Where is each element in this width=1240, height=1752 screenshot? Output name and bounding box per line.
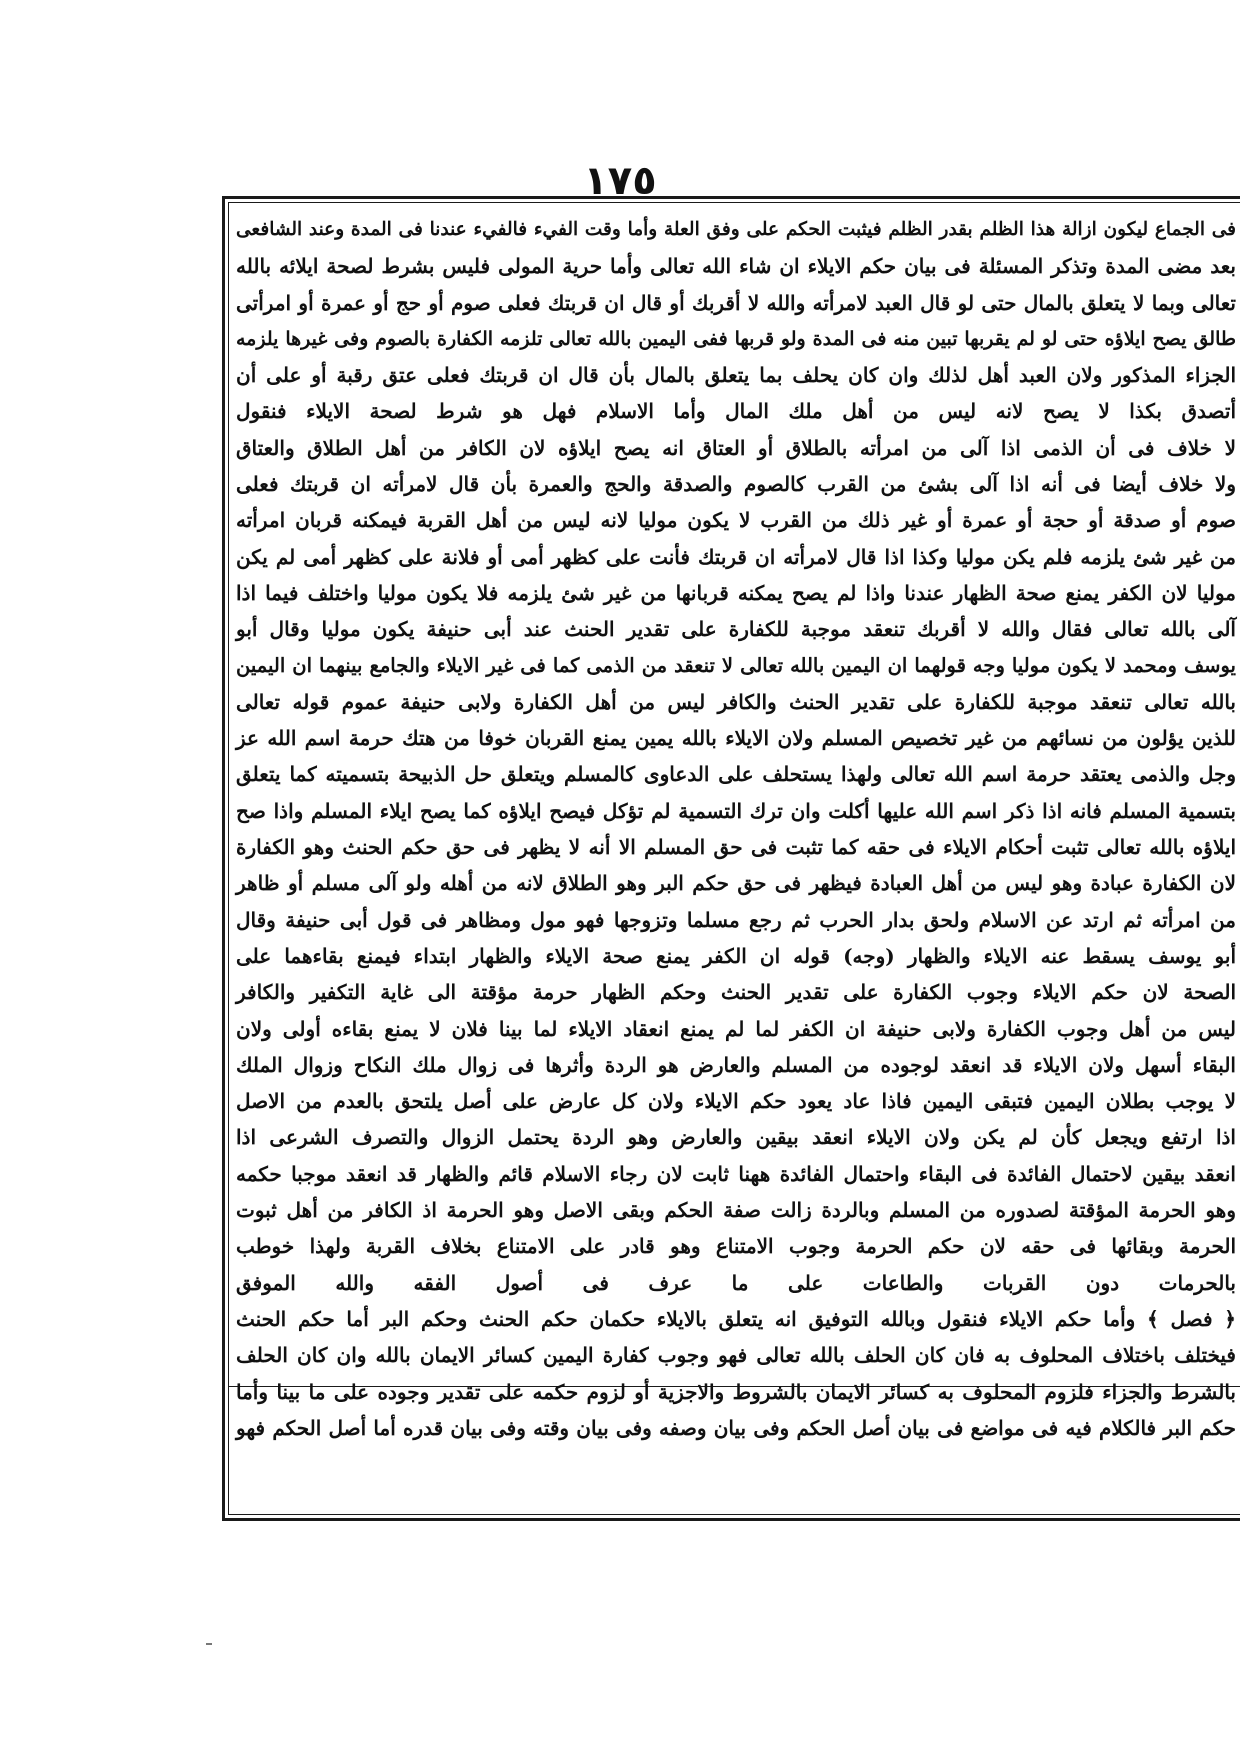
text-line: يوسف ومحمد لا يكون موليا وجه قولهما ان اليمين بالله تعالى لا تنعقد من الذمى كما فى غير الايلاء والجامع بينهما ان اليمين xyxy=(236,653,1236,677)
scan-speck xyxy=(206,1643,212,1645)
text-line: أبو يوسف يسقط عنه الايلاء والظهار (وجه) قوله ان الكفر يمنع صحة الايلاء والظهار ابتداء فيمنع بقاءهما على xyxy=(236,943,1236,968)
text-line: من غير شئ يلزمه فلم يكن موليا وكذا اذا قال لامرأته ان قربتك فأنت على كظهر أمى أو فلانة على كظهر أمى لم يكن xyxy=(236,544,1236,569)
text-line: فيختلف باختلاف المحلوف به فان كان الحلف بالله تعالى فهو وجوب كفارة اليمين كسائر الايمان بالله وان كان الحلف xyxy=(236,1343,1236,1368)
page-number: ١٧٥ xyxy=(583,158,657,204)
text-line: الحرمة وبقائها فى حقه لان حكم الحرمة وجوب الامتناع وهو قادر على الامتناع بخلاف القربة ولهذا خوطب xyxy=(236,1234,1236,1259)
text-line: ليس من أهل وجوب الكفارة ولابى حنيفة ان الكفر لما لم يمنع انعقاد الايلاء لما بينا فلان لا يمنع بقاءه أولى ولان xyxy=(236,1016,1236,1041)
text-line: طالق يصح ايلاؤه حتى لو لم يقربها تبين منه فى المدة ولو قربها ففى اليمين بالله تعالى تلزمه الكفارة بالصوم وفى غيرها يلزمه xyxy=(236,327,1236,350)
text-line: ايلاؤه بالله تعالى تثبت أحكام الايلاء فى حقه كما تثبت فى حق المسلم الا أنه لا يظهر فى حق حكم الحنث وهو الكفارة xyxy=(236,835,1236,860)
text-line: بتسمية المسلم فانه اذا ذكر اسم الله عليها أكلت وان ترك التسمية لم تؤكل فيصح ايلاؤه كما يصح ايلاء المسلم واذا صح xyxy=(236,798,1236,823)
text-line: الصحة لان حكم الايلاء وجوب الكفارة على تقدير الحنث وحكم الظهار حرمة مؤقتة الى غاية التكفير والكافر xyxy=(236,980,1236,1005)
text-line: آلى بالله تعالى فقال والله لا أقربك تنعقد موجبة للكفارة على تقدير الحنث عند أبى حنيفة يكون موليا وقال أبو xyxy=(236,617,1236,642)
text-line: بعد مضى المدة وتذكر المسئلة فى بيان حكم الايلاء ان شاء الله تعالى وأما حرية المولى فليس بشرط لصحة ايلائه بالله xyxy=(236,254,1236,279)
text-line: صوم أو صدقة أو حجة أو عمرة أو غير ذلك من القرب لا يكون موليا لانه ليس من أهل القربة فيمكنه قربان امرأته xyxy=(236,508,1236,533)
text-line: تعالى وبما لا يتعلق بالمال حتى لو قال العبد لامرأته والله لا أقربك أو قال ان قربتك فعلى صوم أو حج أو عمرة أو امرأتى xyxy=(236,290,1236,315)
text-line: أتصدق بكذا لا يصح لانه ليس من أهل ملك المال وأما الاسلام فهل هو شرط لصحة الايلاء فنقول xyxy=(236,399,1236,424)
text-line: الجزاء المذكور ولان العبد أهل لذلك وان كان يحلف بما يتعلق بالمال بأن قال ان قربتك فعلى عتق رقبة أو على أن xyxy=(236,363,1236,388)
text-line: وجل والذمى يعتقد حرمة اسم الله تعالى ولهذا يستحلف على الدعاوى كالمسلم ويتعلق حل الذبيحة بتسميته كما يتعلق xyxy=(236,762,1236,787)
text-line: بالحرمات دون القربات والطاعات على ما عرف فى أصول الفقه والله الموفق xyxy=(236,1270,1236,1295)
text-line: اذا ارتفع ويجعل كأن لم يكن ولان الايلاء انعقد بيقين والعارض وهو الردة يحتمل الزوال والتصرف الشرعى اذا xyxy=(236,1125,1236,1150)
text-line: بالشرط والجزاء فلزوم المحلوف به كسائر الايمان بالشروط والاجزية أو لزوم حكمه على تقدير وجوده على ما بينا وأما xyxy=(236,1379,1236,1404)
text-line: لان الكفارة عبادة وهو ليس من أهل العبادة فيظهر فى حق حكم البر وهو الطلاق لانه من أهله ولو آلى مسلم أو ظاهر xyxy=(236,871,1236,896)
text-line: بالله تعالى تنعقد موجبة للكفارة على تقدير الحنث والكافر ليس من أهل الكفارة ولابى حنيفة عموم قوله تعالى xyxy=(236,689,1236,714)
text-line: البقاء أسهل ولان الايلاء قد انعقد لوجوده من المسلم والعارض هو الردة وأثرها فى زوال ملك النكاح وزوال الملك xyxy=(236,1052,1236,1077)
text-line: موليا لان الكفر يمنع صحة الظهار عندنا واذا لم يصح يمكنه قربانها من غير شئ يلزمه فلا يكون موليا واختلف فيما اذا xyxy=(236,580,1236,605)
text-block xyxy=(232,212,1240,1508)
text-line: فى الجماع ليكون ازالة هذا الظلم بقدر الظلم فيثبت الحكم على وفق العلة وأما وقت الفيء فالفيء عندنا فى المدة وعند الشافعى xyxy=(236,219,1236,240)
text-line: حكم البر فالكلام فيه فى مواضع فى بيان أصل الحكم وفى بيان وصفه وفى بيان وقته وفى بيان قدره أما أصل الحكم فهو xyxy=(236,1415,1236,1440)
text-line: من امرأته ثم ارتد عن الاسلام ولحق بدار الحرب ثم رجع مسلما وتزوجها فهو مول ومظاهر فى قول أبى حنيفة وقال xyxy=(236,907,1236,932)
text-line: لا خلاف فى أن الذمى اذا آلى من امرأته بالطلاق أو العتاق انه يصح ايلاؤه لان الكافر من أهل الطلاق والعتاق xyxy=(236,435,1236,460)
text-line: ولا خلاف أيضا فى أنه اذا آلى بشئ من القرب كالصوم والصدقة والحج والعمرة بأن قال لامرأته ان قربتك فعلى xyxy=(236,472,1236,497)
text-line: للذين يؤلون من نسائهم من غير تخصيص المسلم ولان الايلاء بالله يمين يمنع القربان خوفا من هتك حرمة اسم الله عز xyxy=(236,726,1236,751)
section-heading-line: ﴿ فصل ﴾ وأما حكم الايلاء فنقول وبالله التوفيق انه يتعلق بالايلاء حكمان حكم الحنث وحكم البر أما حكم الحنث xyxy=(236,1306,1236,1331)
text-line: لا يوجب بطلان اليمين فتبقى اليمين فاذا عاد يعود حكم الايلاء ولان كل عارض على أصل يلتحق بالعدم من الاصل xyxy=(236,1089,1236,1114)
text-line: انعقد بيقين لاحتمال الفائدة فى البقاء واحتمال الفائدة ههنا ثابت لان رجاء الاسلام قائم والظهار قد انعقد موجبا حكمه xyxy=(236,1161,1236,1186)
text-line: وهو الحرمة المؤقتة لصدوره من المسلم وبالردة زالت صفة الحكم وبقى الاصل وهو الحرمة اذ الكافر من أهل ثبوت xyxy=(236,1198,1236,1223)
